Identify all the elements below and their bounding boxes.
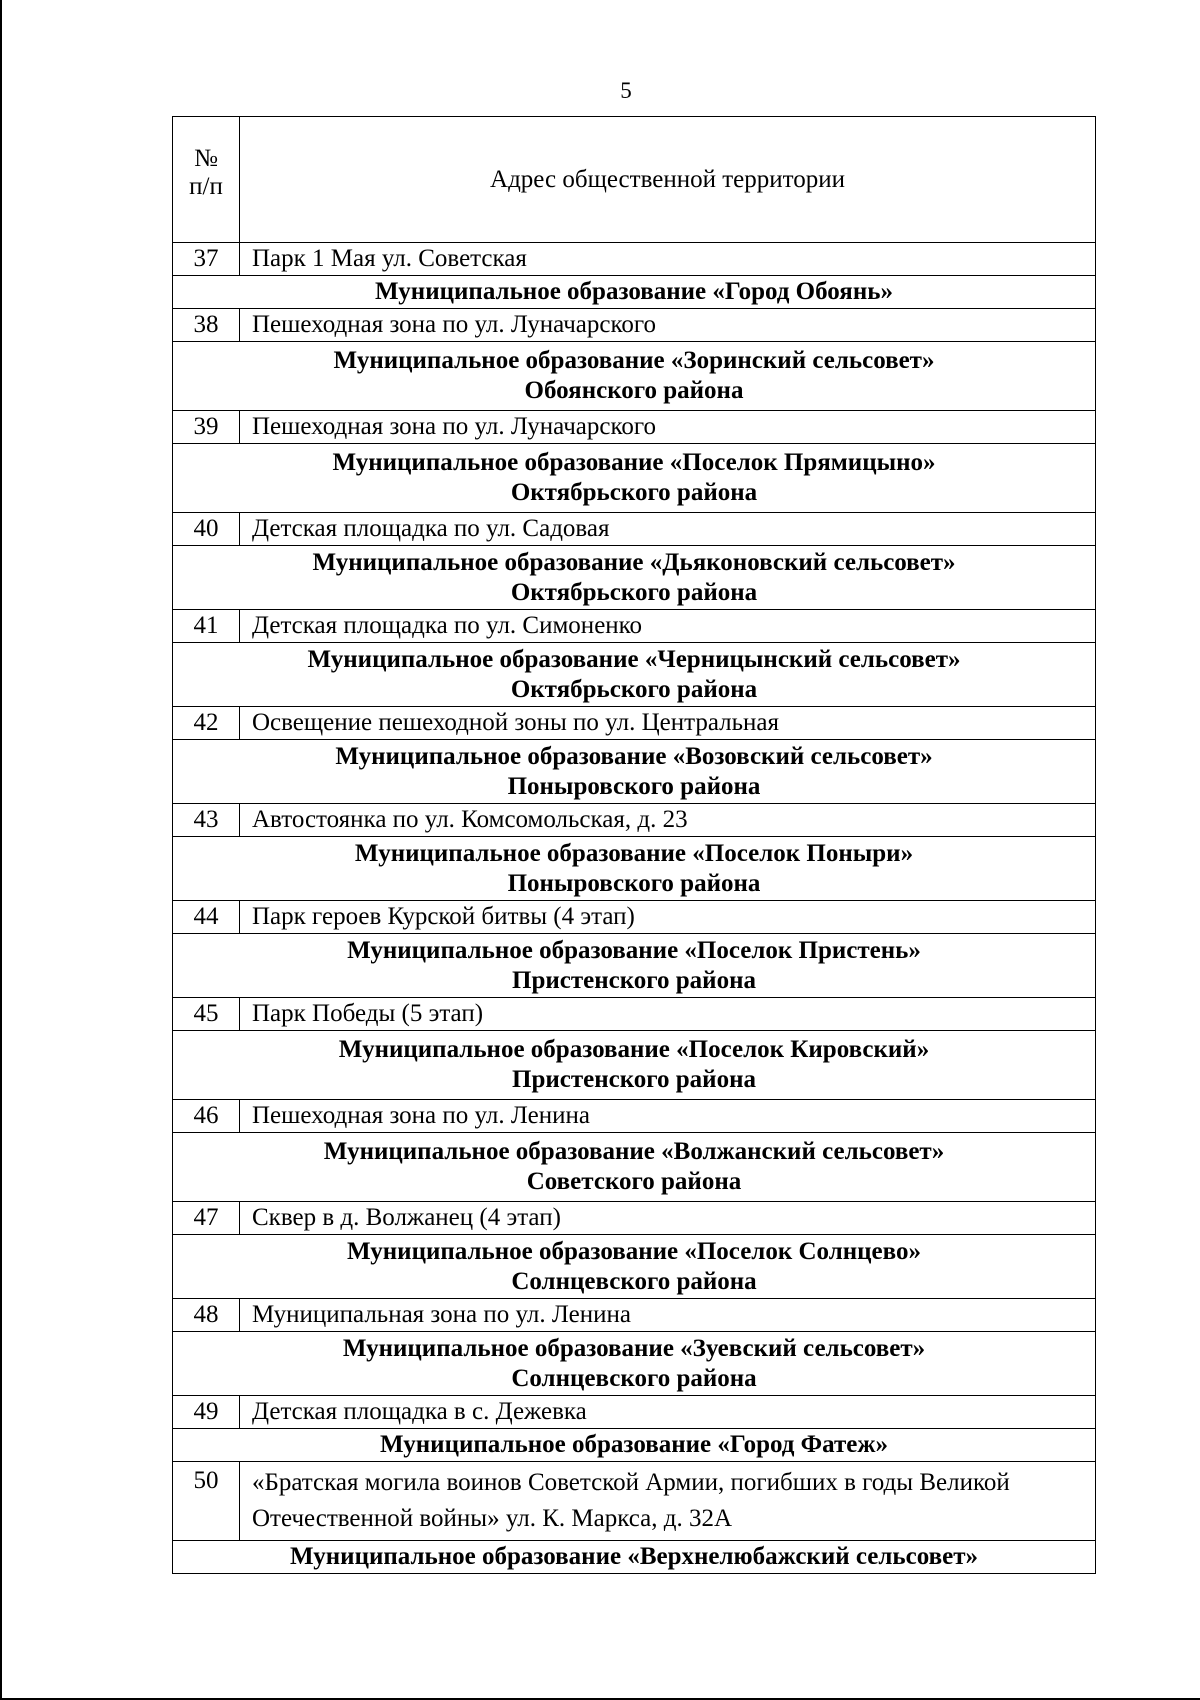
section-row bbox=[173, 740, 1096, 804]
row-number: 46 bbox=[173, 1100, 240, 1133]
table-row bbox=[173, 804, 1096, 837]
table-row bbox=[173, 411, 1096, 444]
row-number: 44 bbox=[173, 901, 240, 934]
section-title-line: Муниципальное образование «Поселок Пристень» bbox=[347, 936, 921, 964]
table-row bbox=[173, 1202, 1096, 1235]
section-row bbox=[173, 934, 1096, 998]
table-row bbox=[173, 998, 1096, 1031]
section-title bbox=[173, 1133, 1096, 1202]
section-title bbox=[173, 444, 1096, 513]
section-row bbox=[173, 1133, 1096, 1202]
table-row bbox=[173, 309, 1096, 342]
row-address: Муниципальная зона по ул. Ленина bbox=[240, 1299, 1096, 1332]
section-row bbox=[173, 342, 1096, 411]
section-title-line: Муниципальное образование «Верхнелюбажский сельсовет» bbox=[290, 1543, 978, 1570]
section-title bbox=[173, 546, 1096, 610]
row-number: 41 bbox=[173, 610, 240, 643]
section-title-line: Муниципальное образование «Дьяконовский сельсовет» bbox=[312, 548, 956, 576]
table-row bbox=[173, 1462, 1096, 1541]
row-address: Парк Победы (5 этап) bbox=[240, 998, 1096, 1031]
row-address: Парк 1 Мая ул. Советская bbox=[240, 243, 1096, 276]
table-row bbox=[173, 243, 1096, 276]
section-row bbox=[173, 643, 1096, 707]
table-row bbox=[173, 901, 1096, 934]
section-district-line: Октябрьского района bbox=[510, 479, 758, 506]
header-address-cell: Адрес общественной территории bbox=[240, 117, 1096, 243]
row-number: 45 bbox=[173, 998, 240, 1031]
section-district-line: Солнцевского района bbox=[511, 1364, 757, 1392]
table-row bbox=[173, 1100, 1096, 1133]
row-address: Детская площадка в с. Дежевка bbox=[240, 1396, 1096, 1429]
page-edge-left bbox=[0, 0, 2, 1700]
row-number: 37 bbox=[173, 243, 240, 276]
section-district-line: Октябрьского района bbox=[510, 675, 758, 703]
section-row bbox=[173, 546, 1096, 610]
section-row bbox=[173, 444, 1096, 513]
section-title bbox=[173, 276, 1096, 309]
table-row bbox=[173, 610, 1096, 643]
section-district-line: Пристенского района bbox=[512, 966, 756, 994]
section-district-line: Октябрьского района bbox=[510, 578, 758, 606]
table-header-row bbox=[173, 117, 1096, 243]
section-title-line: Муниципальное образование «Зоринский сельсовет» bbox=[333, 347, 935, 374]
section-title bbox=[173, 1429, 1096, 1462]
section-title-line: Муниципальное образование «Город Фатеж» bbox=[380, 1431, 888, 1458]
page-number: 5 bbox=[620, 78, 632, 103]
section-title bbox=[173, 1235, 1096, 1299]
section-row bbox=[173, 1541, 1096, 1574]
table-row bbox=[173, 1396, 1096, 1429]
section-title-line: Муниципальное образование «Поселок Поныри» bbox=[354, 839, 914, 867]
table-row bbox=[173, 513, 1096, 546]
header-number-cell bbox=[173, 117, 240, 243]
section-title-line: Муниципальное образование «Зуевский сельсовет» bbox=[342, 1334, 926, 1362]
header-number-abbrev: п/п bbox=[189, 173, 223, 200]
row-address: Освещение пешеходной зоны по ул. Центральная bbox=[240, 707, 1096, 740]
row-number: 49 bbox=[173, 1396, 240, 1429]
row-number: 39 bbox=[173, 411, 240, 444]
row-number: 43 bbox=[173, 804, 240, 837]
table-row bbox=[173, 1299, 1096, 1332]
territory-table bbox=[172, 116, 1096, 1574]
table-row bbox=[173, 707, 1096, 740]
row-number: 40 bbox=[173, 513, 240, 546]
section-row bbox=[173, 1429, 1096, 1462]
row-address: «Братская могила воинов Советской Армии, погибших в годы Великой Отечественной войны» ул. К. Маркса, д. 32А bbox=[240, 1462, 1096, 1541]
row-address: Детская площадка по ул. Садовая bbox=[240, 513, 1096, 546]
row-number: 48 bbox=[173, 1299, 240, 1332]
section-title-line: Муниципальное образование «Город Обоянь» bbox=[375, 278, 893, 305]
section-title bbox=[173, 1541, 1096, 1574]
section-title bbox=[173, 740, 1096, 804]
section-district-line: Солнцевского района bbox=[511, 1267, 757, 1295]
section-row bbox=[173, 1031, 1096, 1100]
section-title bbox=[173, 643, 1096, 707]
section-title-line: Муниципальное образование «Поселок Кировский» bbox=[338, 1036, 930, 1063]
row-address: Сквер в д. Волжанец (4 этап) bbox=[240, 1202, 1096, 1235]
row-number: 38 bbox=[173, 309, 240, 342]
section-district-line: Пристенского района bbox=[512, 1066, 756, 1093]
section-row bbox=[173, 837, 1096, 901]
row-number: 50 bbox=[173, 1462, 240, 1541]
section-district-line: Советского района bbox=[526, 1168, 742, 1195]
row-address: Пешеходная зона по ул. Луначарского bbox=[240, 411, 1096, 444]
section-district-line: Обоянского района bbox=[524, 377, 744, 404]
section-title bbox=[173, 837, 1096, 901]
section-title bbox=[173, 1031, 1096, 1100]
table-body bbox=[173, 117, 1096, 1574]
row-address: Пешеходная зона по ул. Ленина bbox=[240, 1100, 1096, 1133]
row-address: Парк героев Курской битвы (4 этап) bbox=[240, 901, 1096, 934]
row-number: 42 bbox=[173, 707, 240, 740]
section-title-line: Муниципальное образование «Волжанский сельсовет» bbox=[323, 1138, 945, 1165]
section-district-line: Поныровского района bbox=[507, 772, 761, 800]
section-title bbox=[173, 1332, 1096, 1396]
section-title-line: Муниципальное образование «Черницынский сельсовет» bbox=[307, 645, 961, 673]
row-address: Автостоянка по ул. Комсомольская, д. 23 bbox=[240, 804, 1096, 837]
section-title-line: Муниципальное образование «Поселок Прямицыно» bbox=[332, 449, 936, 476]
section-row bbox=[173, 276, 1096, 309]
section-title bbox=[173, 934, 1096, 998]
section-title-line: Муниципальное образование «Возовский сельсовет» bbox=[335, 742, 933, 770]
section-title-line: Муниципальное образование «Поселок Солнцево» bbox=[347, 1237, 921, 1265]
row-number: 47 bbox=[173, 1202, 240, 1235]
section-district-line: Поныровского района bbox=[507, 869, 761, 897]
row-address: Детская площадка по ул. Симоненко bbox=[240, 610, 1096, 643]
section-row bbox=[173, 1332, 1096, 1396]
section-title bbox=[173, 342, 1096, 411]
section-row bbox=[173, 1235, 1096, 1299]
header-number-symbol: № bbox=[194, 145, 218, 172]
row-address: Пешеходная зона по ул. Луначарского bbox=[240, 309, 1096, 342]
